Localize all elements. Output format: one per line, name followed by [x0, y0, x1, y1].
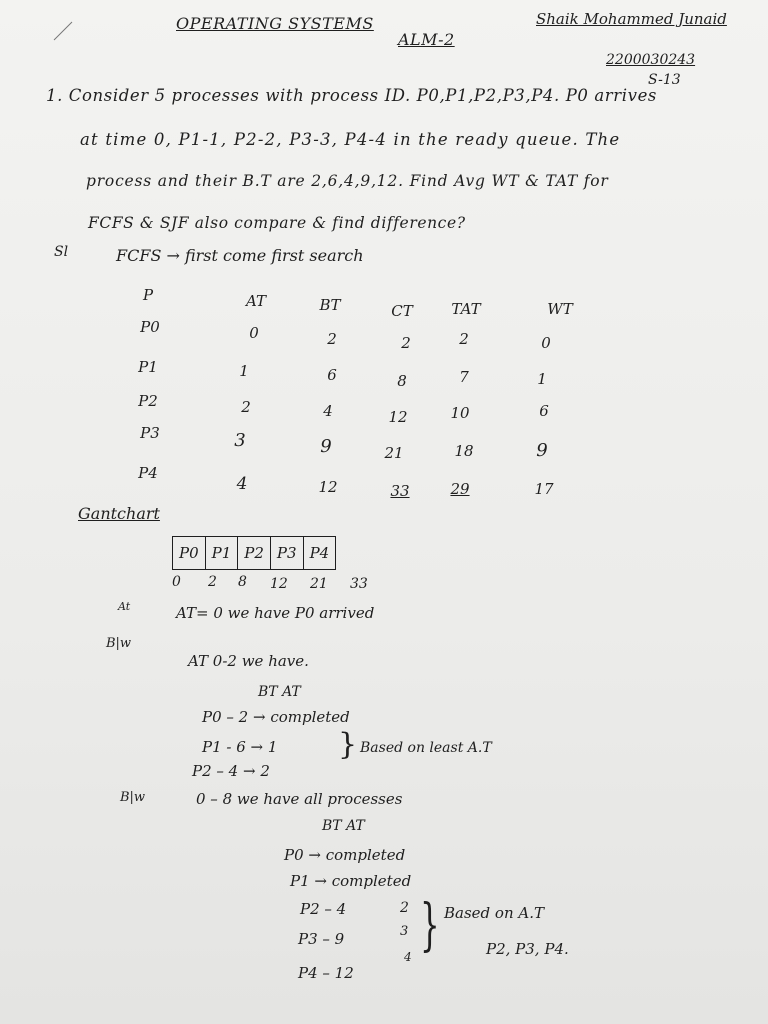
row-wt: 17 — [534, 480, 554, 498]
solution-label: Sl — [54, 244, 69, 260]
row-ct: 8 — [397, 372, 407, 390]
note-bw1-label: B|w — [106, 636, 132, 651]
note-p1b: P1 → completed — [290, 872, 412, 890]
note-p0: P0 – 2 → completed — [202, 708, 350, 726]
row-at: 0 — [249, 324, 259, 342]
row-at: 2 — [241, 398, 251, 416]
row-process: P4 — [138, 464, 158, 482]
roll-number: 2200030243 — [606, 52, 696, 68]
row-ct: 12 — [388, 408, 408, 426]
col-header-at: AT — [245, 292, 267, 310]
gantt-tick: 21 — [310, 576, 328, 592]
col-header-wt: WT — [547, 300, 573, 318]
row-ct: 2 — [401, 334, 411, 352]
gantt-title: Gantchart — [78, 504, 160, 523]
row-wt: 1 — [537, 370, 547, 388]
row-bt: 4 — [323, 402, 333, 420]
row-process: P3 — [140, 424, 160, 442]
note-bt-at-2: BT AT — [322, 818, 365, 834]
note-bw2-text: 0 – 8 we have all processes — [196, 790, 403, 808]
question-line-1: 1. Consider 5 processes with process ID. P0,P1,P2,P3,P4. P0 arrives — [46, 86, 657, 105]
row-at: 1 — [239, 362, 249, 380]
row-tat: 2 — [459, 330, 469, 348]
gantt-tick: 8 — [238, 574, 247, 590]
row-wt: 0 — [541, 334, 551, 352]
row-bt: 9 — [320, 436, 332, 457]
note-brace1: Based on least A.T — [360, 740, 492, 756]
note-at-val-2: 3 — [400, 924, 409, 939]
row-bt: 6 — [327, 366, 337, 384]
note-p3b: P3 – 9 — [298, 930, 345, 948]
note-brace2-order: P2, P3, P4. — [486, 940, 569, 958]
gantt-tick: 2 — [208, 574, 217, 590]
brace-1: } — [338, 727, 358, 762]
col-header-ct: CT — [391, 302, 413, 320]
page-title: OPERATING SYSTEMS — [176, 14, 374, 33]
row-process: P2 — [138, 392, 158, 410]
col-header-p: P — [142, 286, 154, 304]
gantt-cell-p4: P4 — [309, 544, 330, 562]
row-wt: 6 — [539, 402, 549, 420]
note-bt-at-1: BT AT — [258, 684, 301, 700]
row-tat: 10 — [450, 404, 470, 422]
row-process: P0 — [140, 318, 160, 336]
note-at-text: AT= 0 we have P0 arrived — [176, 604, 375, 622]
row-wt: 9 — [536, 440, 548, 461]
gantt-tick: 12 — [270, 576, 288, 592]
note-bw2-label: B|w — [120, 790, 146, 805]
note-p4b: P4 – 12 — [298, 964, 354, 982]
col-header-bt: BT — [319, 296, 341, 314]
note-at-val-3: 4 — [404, 950, 412, 964]
gantt-chart — [172, 536, 336, 570]
row-tat: 18 — [454, 442, 474, 460]
fcfs-heading: FCFS → first come first search — [116, 246, 364, 265]
note-p2: P2 – 4 → 2 — [192, 762, 270, 780]
note-at-val-1: 2 — [400, 900, 409, 916]
gantt-tick: 0 — [172, 574, 181, 590]
row-process: P1 — [138, 358, 158, 376]
note-p2b: P2 – 4 — [300, 900, 347, 918]
row-tat: 7 — [459, 368, 469, 386]
question-line-4: FCFS & SJF also compare & find difference? — [88, 214, 466, 232]
gantt-cell-p0: P0 — [173, 537, 206, 569]
gantt-cell-p3: P3 — [271, 537, 304, 569]
question-line-3: process and their B.T are 2,6,4,9,12. Find Avg WT & TAT for — [86, 172, 609, 190]
row-at: 3 — [234, 430, 246, 451]
row-ct: 21 — [384, 444, 404, 462]
row-ct: 33 — [390, 482, 410, 500]
row-bt: 12 — [318, 478, 338, 496]
pencil-stroke — [52, 18, 76, 42]
col-header-tat: TAT — [451, 300, 481, 318]
note-p1: P1 - 6 → 1 — [202, 738, 278, 756]
gantt-cell-p2: P2 — [238, 537, 271, 569]
section-label: S-13 — [648, 72, 681, 88]
author-name: Shaik Mohammed Junaid — [536, 10, 727, 28]
note-bw1-text: AT 0-2 we have. — [188, 652, 309, 670]
brace-2: } — [420, 893, 440, 958]
page-subtitle: ALM-2 — [398, 30, 455, 49]
note-p0b: P0 → completed — [284, 846, 406, 864]
row-at: 4 — [236, 474, 248, 494]
question-line-2: at time 0, P1-1, P2-2, P3-3, P4-4 in the ready queue. The — [80, 130, 621, 149]
gantt-tick: 33 — [350, 576, 368, 592]
note-brace2: Based on A.T — [444, 904, 544, 922]
row-bt: 2 — [327, 330, 337, 348]
note-at-label: At — [118, 600, 131, 613]
row-tat: 29 — [450, 480, 470, 498]
gantt-cell-p1: P1 — [206, 537, 239, 569]
